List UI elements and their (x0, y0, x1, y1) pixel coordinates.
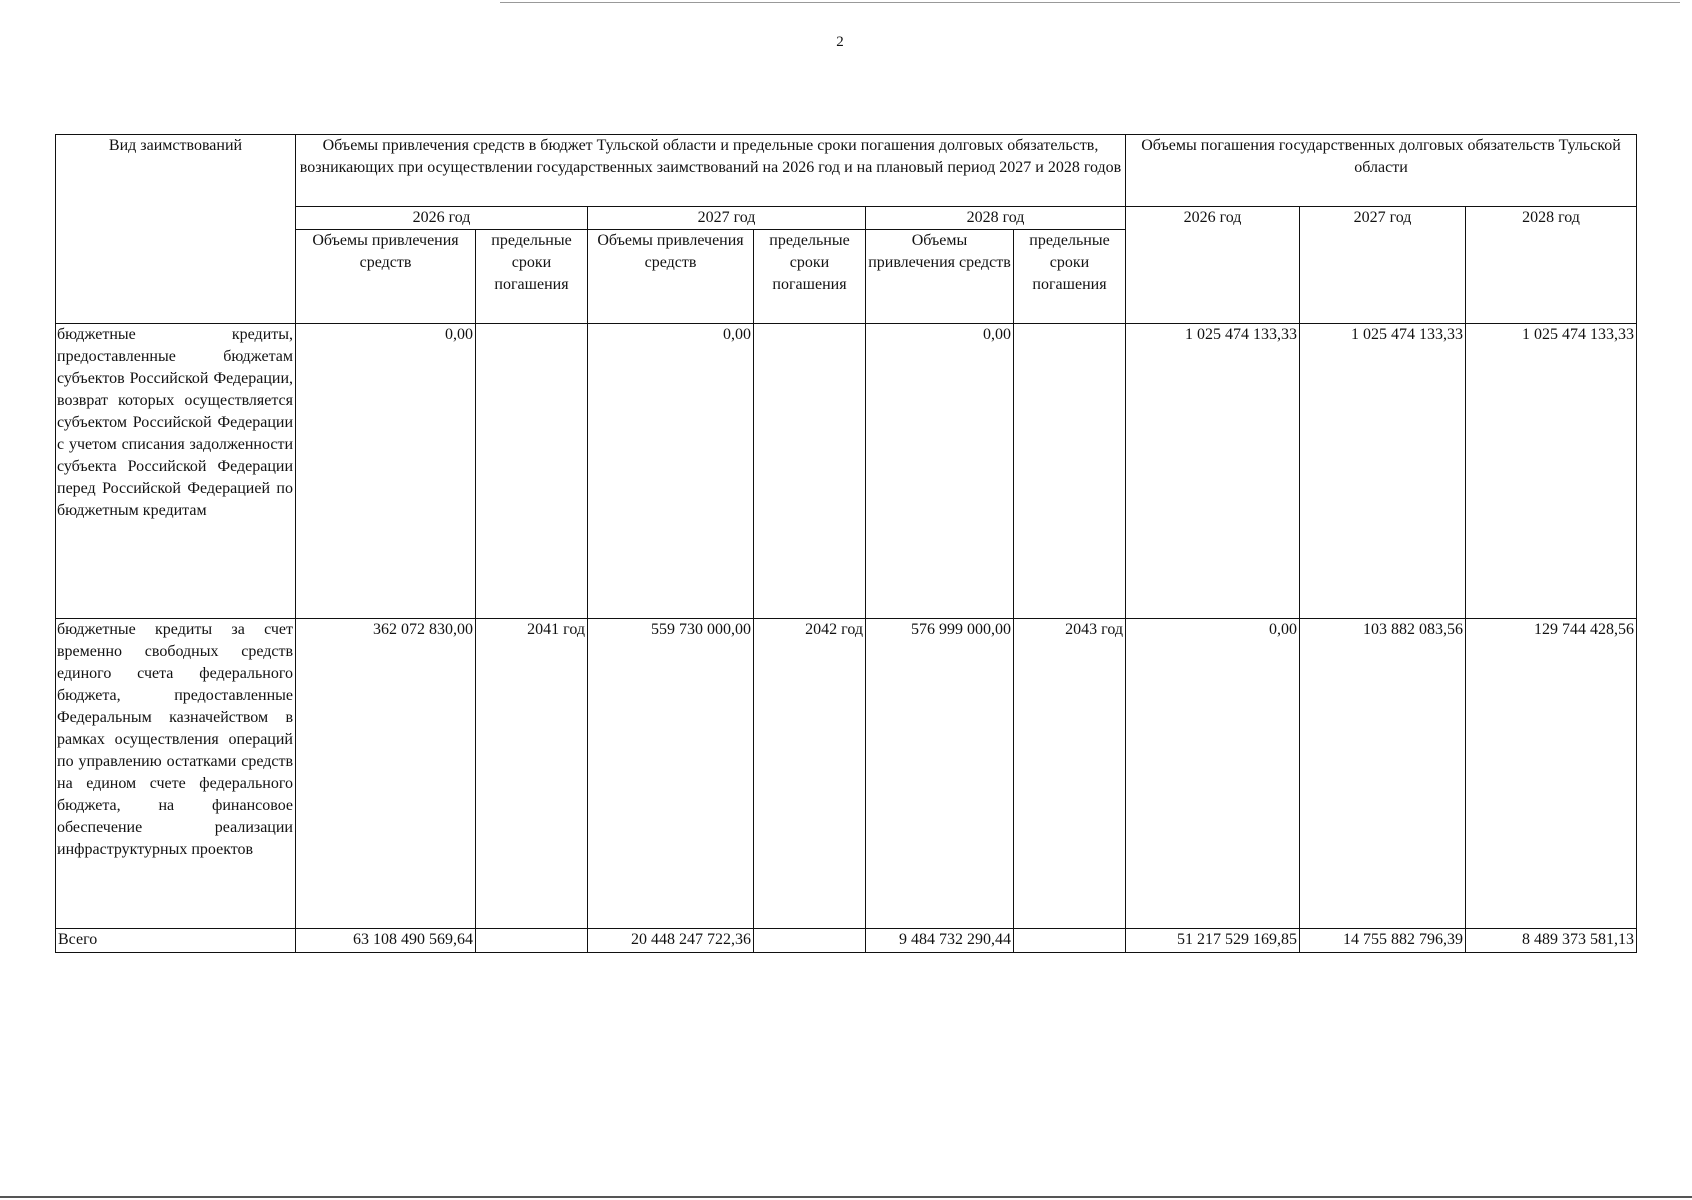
total-volume-2028: 9 484 732 290,44 (866, 929, 1014, 953)
total-repayment-2027: 14 755 882 796,39 (1300, 929, 1466, 953)
term-2028 (1014, 324, 1126, 619)
row-label: бюджетные кредиты, предоставленные бюджетам субъектов Российской Федерации, возврат которых осуществляется субъектом Российской Федерации с учетом списания задолженности субъекта Российской Федерации перед Российской Федерацией по бюджетным кредитам (56, 324, 296, 619)
table-row-total (56, 929, 1637, 953)
term-2026: 2041 год (476, 619, 588, 929)
header-repayment-2026: 2026 год (1126, 207, 1300, 324)
volume-2026: 0,00 (296, 324, 476, 619)
total-term-2028 (1014, 929, 1126, 953)
volume-2027: 559 730 000,00 (588, 619, 754, 929)
term-2027 (754, 324, 866, 619)
volume-2028: 0,00 (866, 324, 1014, 619)
header-term-2026: предельные сроки погашения (476, 230, 588, 324)
header-term-2028: предельные сроки погашения (1014, 230, 1126, 324)
header-volume-2026: Объемы привлечения средств (296, 230, 476, 324)
repayment-2027: 103 882 083,56 (1300, 619, 1466, 929)
header-attraction-group: Объемы привлечения средств в бюджет Тульской области и предельные сроки погашения долговых обязательств, возникающих при осуществлении государственных заимствований на 2026 год и на плановый период 2027 и 2028 годов (296, 135, 1126, 207)
term-2028: 2043 год (1014, 619, 1126, 929)
volume-2027: 0,00 (588, 324, 754, 619)
header-year-2028: 2028 год (866, 207, 1126, 230)
total-volume-2027: 20 448 247 722,36 (588, 929, 754, 953)
page-number: 2 (836, 34, 844, 50)
total-term-2026 (476, 929, 588, 953)
total-repayment-2026: 51 217 529 169,85 (1126, 929, 1300, 953)
repayment-2028: 1 025 474 133,33 (1466, 324, 1637, 619)
total-term-2027 (754, 929, 866, 953)
header-volume-2027: Объемы привлечения средств (588, 230, 754, 324)
row-label-total: Всего (56, 929, 296, 953)
header-year-2027: 2027 год (588, 207, 866, 230)
term-2026 (476, 324, 588, 619)
scan-edge-top (500, 2, 1680, 3)
scan-edge-bottom (0, 1196, 1692, 1198)
header-year-2026: 2026 год (296, 207, 588, 230)
term-2027: 2042 год (754, 619, 866, 929)
repayment-2026: 1 025 474 133,33 (1126, 324, 1300, 619)
header-repayment-group: Объемы погашения государственных долговых обязательств Тульской области (1126, 135, 1637, 207)
total-repayment-2028: 8 489 373 581,13 (1466, 929, 1637, 953)
table-row (56, 619, 1637, 929)
volume-2028: 576 999 000,00 (866, 619, 1014, 929)
table-row (56, 324, 1637, 619)
repayment-2026: 0,00 (1126, 619, 1300, 929)
header-repayment-2028: 2028 год (1466, 207, 1637, 324)
borrowings-table (55, 134, 1637, 953)
volume-2026: 362 072 830,00 (296, 619, 476, 929)
repayment-2028: 129 744 428,56 (1466, 619, 1637, 929)
row-label: бюджетные кредиты за счет временно свободных средств единого счета федерального бюджета, предоставленные Федеральным казначейством в рамках осуществления операций по управлению остатками средств на едином счете федерального бюджета, на финансовое обеспечение реализации инфраструктурных проектов (56, 619, 296, 929)
total-volume-2026: 63 108 490 569,64 (296, 929, 476, 953)
header-row-1 (56, 135, 1637, 207)
header-borrowing-type: Вид заимствований (56, 135, 296, 324)
header-term-2027: предельные сроки погашения (754, 230, 866, 324)
header-repayment-2027: 2027 год (1300, 207, 1466, 324)
repayment-2027: 1 025 474 133,33 (1300, 324, 1466, 619)
header-volume-2028: Объемы привлечения средств (866, 230, 1014, 324)
